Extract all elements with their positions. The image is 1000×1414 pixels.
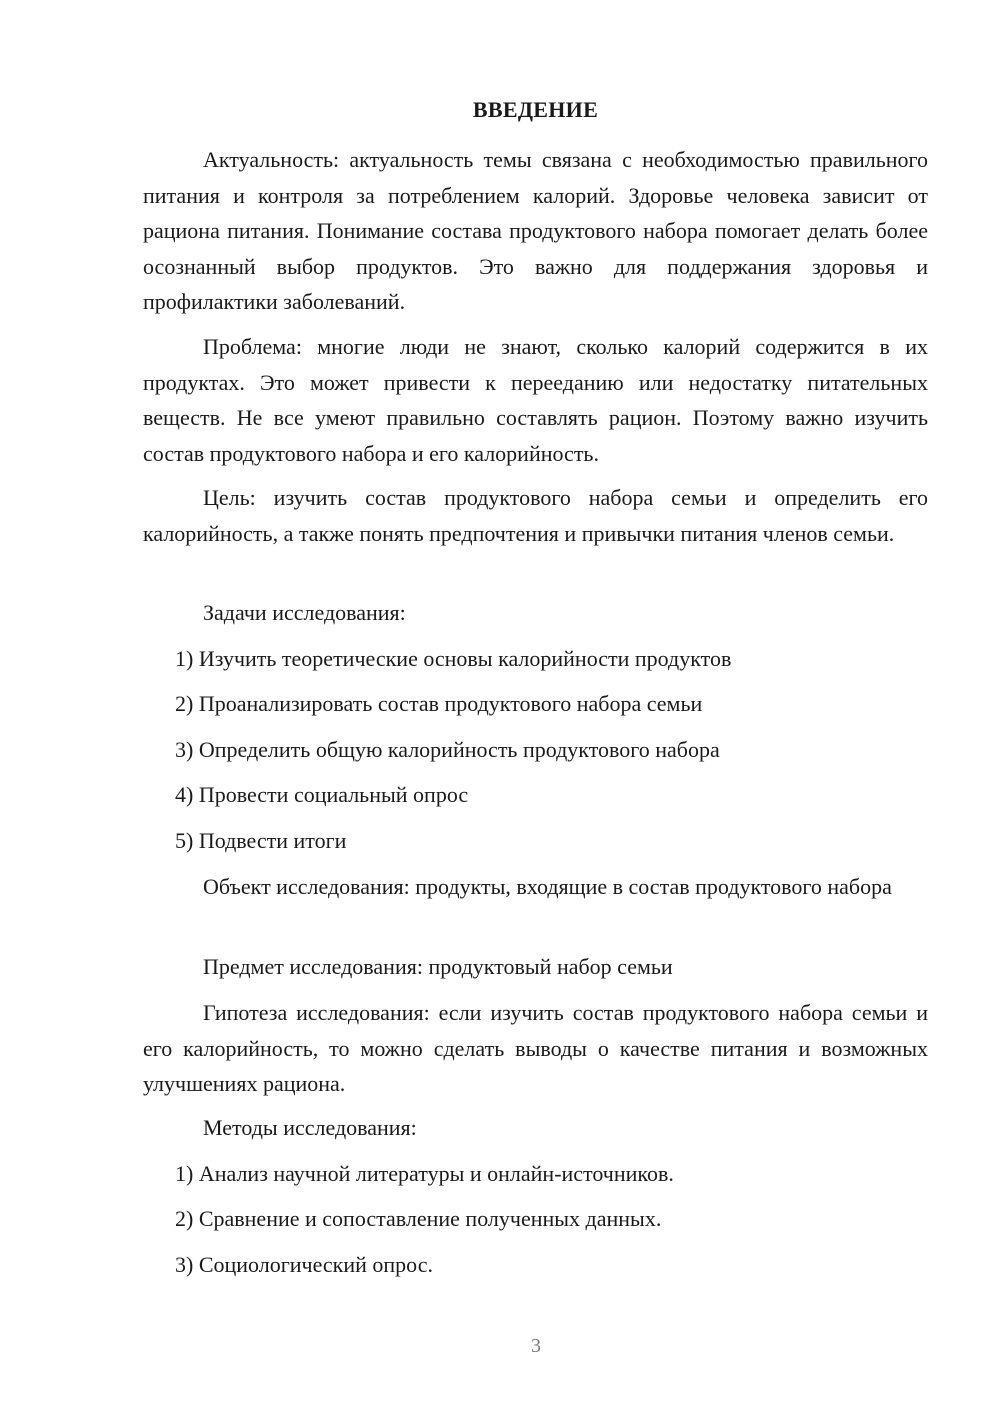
task-item: 5) Подвести итоги bbox=[175, 828, 347, 853]
methods-heading: Методы исследования: bbox=[203, 1115, 417, 1140]
section-title: ВВЕДЕНИЕ bbox=[472, 97, 599, 122]
method-item: 2) Сравнение и сопоставление полученных данных. bbox=[175, 1206, 662, 1231]
task-item: 2) Проанализировать состав продуктового набора семьи bbox=[175, 691, 703, 716]
problem-paragraph: Проблема: многие люди не знают, сколько калорий содержится в их продуктах. Это может привести к перееданию или недостатку питательных веществ. Не все умеют правильно составлять рацион. Поэтому важно изучить состав продуктового набора и его калорийность. bbox=[143, 334, 928, 466]
hypothesis-paragraph: Гипотеза исследования: если изучить состав продуктового набора семьи и его калорийность, то можно сделать выводы о качестве питания и возможных улучшениях рациона. bbox=[143, 1000, 928, 1096]
task-item: 4) Провести социальный опрос bbox=[175, 782, 469, 807]
task-item: 1) Изучить теоретические основы калорийности продуктов bbox=[175, 646, 732, 671]
subject-paragraph: Предмет исследования: продуктовый набор семьи bbox=[203, 954, 673, 979]
method-item: 1) Анализ научной литературы и онлайн-источников. bbox=[175, 1161, 674, 1186]
page-number: 3 bbox=[531, 1335, 541, 1357]
relevance-paragraph: Актуальность: актуальность темы связана с необходимостью правильного питания и контроля за потреблением калорий. Здоровье человека зависит от рациона питания. Понимание состава продуктового набора помогает делать более осознанный выбор продуктов. Это важно для поддержания здоровья и профилактики заболеваний. bbox=[143, 147, 928, 314]
tasks-heading: Задачи исследования: bbox=[203, 600, 406, 625]
goal-paragraph: Цель: изучить состав продуктового набора семьи и определить его калорийность, а также понять предпочтения и привычки питания членов семьи. bbox=[143, 485, 928, 546]
method-item: 3) Социологический опрос. bbox=[175, 1252, 433, 1277]
task-item: 3) Определить общую калорийность продуктового набора bbox=[175, 737, 720, 762]
object-paragraph: Объект исследования: продукты, входящие в состав продуктового набора bbox=[203, 874, 892, 899]
